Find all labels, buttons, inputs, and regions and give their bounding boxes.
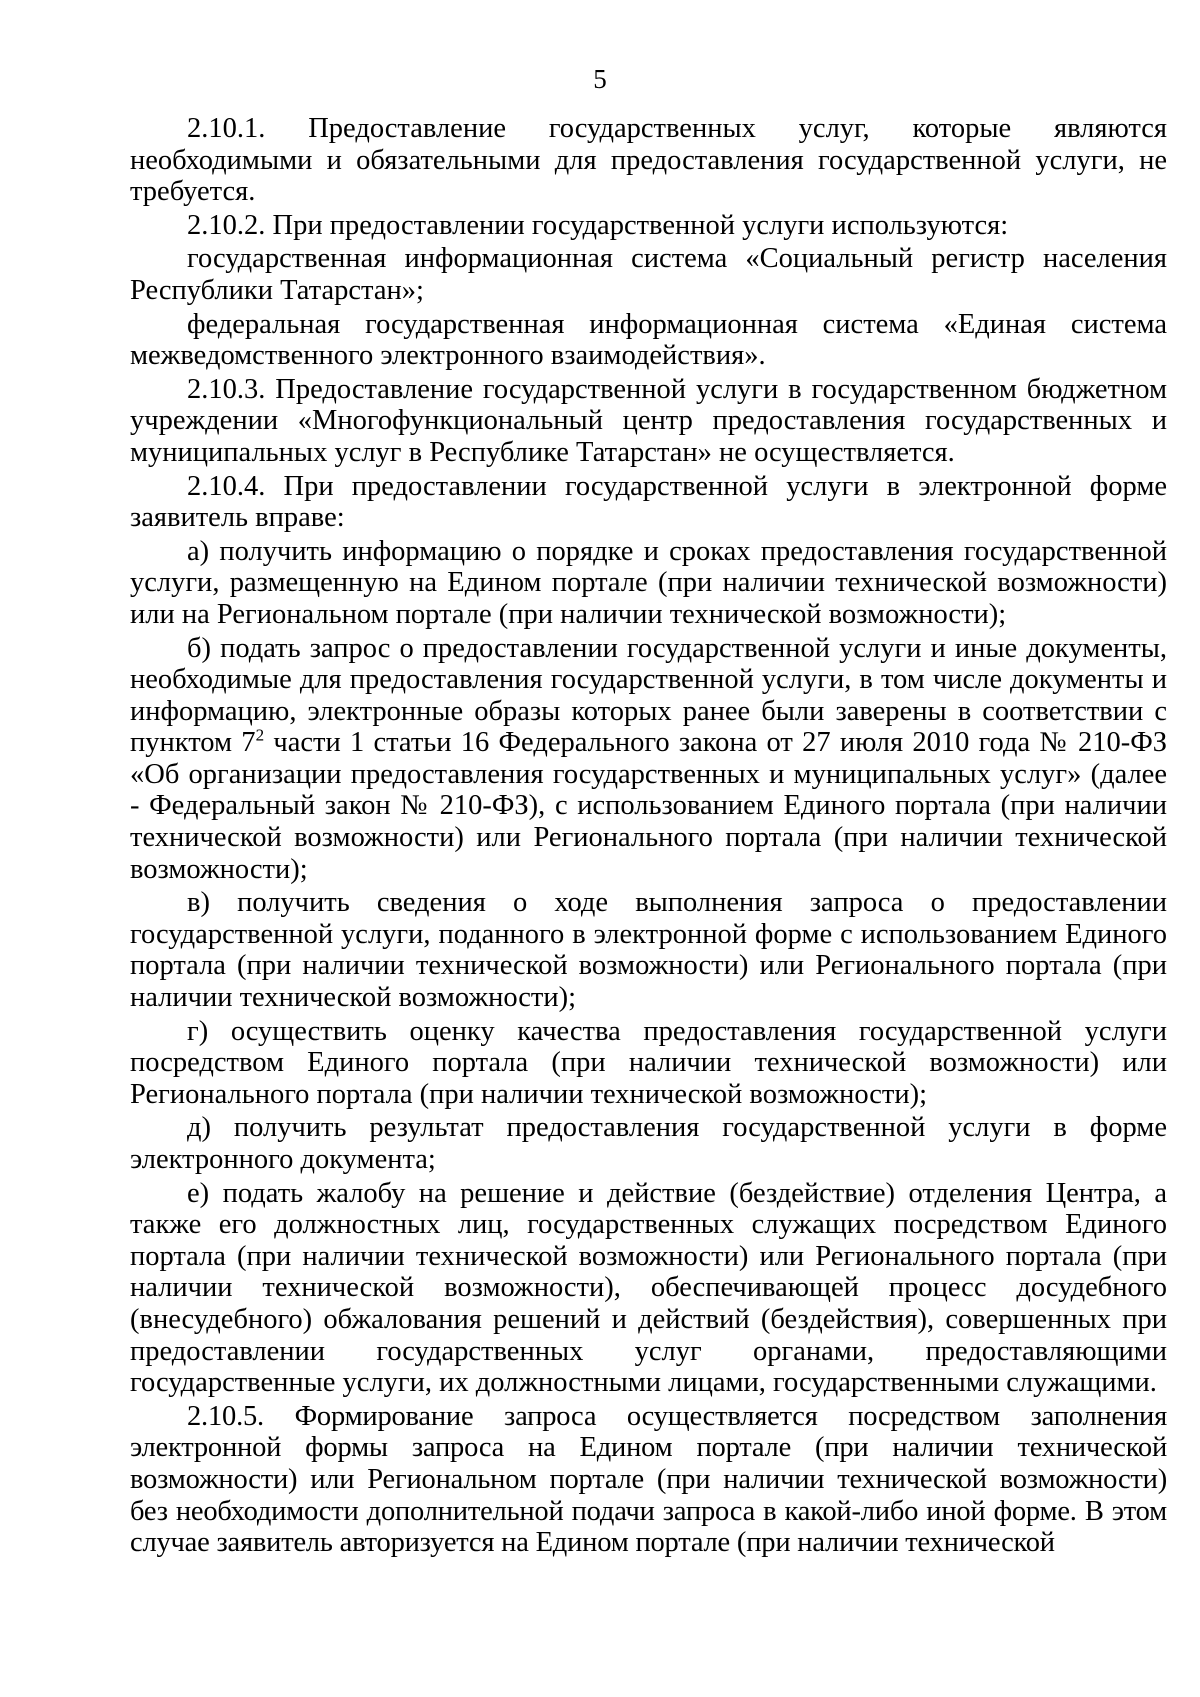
paragraph-2-10-4-b-superscript: 2	[255, 725, 265, 745]
paragraph-2-10-2: 2.10.2. При предоставлении государственной услуги используются:	[187, 209, 1009, 241]
paragraph-2-10-2-social-register: государственная информационная система «Социальный регистр населения Республики Татарстан»;	[130, 243, 1167, 306]
paragraph-2-10-4-a: а) получить информацию о порядке и сроках предоставления государственной услуги, размещенную на Едином портале (при наличии технической возможности) или на Региональном портале (при наличии технической возможности);	[130, 535, 1167, 630]
document-body	[130, 113, 1167, 1561]
paragraph-2-10-4-b-text-before: б) подать запрос о предоставлении государственной услуги и иные документы, необходимые для предоставления государственной услуги, в том числе документы и информацию, электронные образы которых ранее были заверены в соответствии с пунктом 7	[130, 632, 1167, 759]
paragraph-2-10-4-e: е) подать жалобу на решение и действие (бездействие) отделения Центра, а также его должностных лиц, государственных служащих посредством Единого портала (при наличии технической возможности) или Регионального портала (при наличии технической возможности), обеспечивающей процесс досудебного (внесудебного) обжалования решений и действий (бездействия), совершенных при предоставлении государственных услуг органами, предоставляющими государственные услуги, их должностными лицами, государственными служащими.	[130, 1177, 1167, 1399]
paragraph-2-10-4-v: в) получить сведения о ходе выполнения запроса о предоставлении государственной услуги, поданного в электронной форме с использованием Единого портала (при наличии технической возможности) или Регионального портала (при наличии технической возможности);	[130, 887, 1167, 1014]
paragraph-2-10-4-d: д) получить результат предоставления государственной услуги в форме электронного документа;	[130, 1112, 1167, 1175]
paragraph-2-10-1: 2.10.1. Предоставление государственных услуг, которые являются необходимыми и обязательными для предоставления государственной услуги, не требуется.	[130, 113, 1167, 208]
paragraph-2-10-2-smev: федеральная государственная информационная система «Единая система межведомственного электронного взаимодействия».	[130, 308, 1167, 372]
paragraph-2-10-5: 2.10.5. Формирование запроса осуществляется посредством заполнения электронной формы запроса на Едином портале (при наличии технической возможности) или Региональном портале (при наличии технической возможности) без необходимости дополнительной подачи запроса в какой-либо иной форме. В этом случае заявитель авторизуется на Едином портале (при наличии технической	[130, 1400, 1167, 1559]
paragraph-2-10-4-b-text-after: части 1 статьи 16 Федерального закона от 27 июля 2010 года № 210-ФЗ «Об организации предоставления государственных и муниципальных услуг» (далее - Федеральный закон № 210-ФЗ), с использованием Единого портала (при наличии технической возможности) или Регионального портала (при наличии технической возможности);	[130, 727, 1167, 885]
paragraph-2-10-4: 2.10.4. При предоставлении государственной услуги в электронной форме заявитель вправе:	[130, 470, 1167, 534]
paragraph-2-10-4-g: г) осуществить оценку качества предоставления государственной услуги посредством Единого портала (при наличии технической возможности) или Регионального портала (при наличии технической возможности);	[130, 1015, 1167, 1110]
paragraph-2-10-3: 2.10.3. Предоставление государственной услуги в государственном бюджетном учреждении «Многофункциональный центр предоставления государственных и муниципальных услуг в Республике Татарстан» не осуществляется.	[130, 373, 1167, 468]
page-number: 5	[593, 64, 607, 94]
paragraph-2-10-4-b	[130, 633, 1167, 886]
